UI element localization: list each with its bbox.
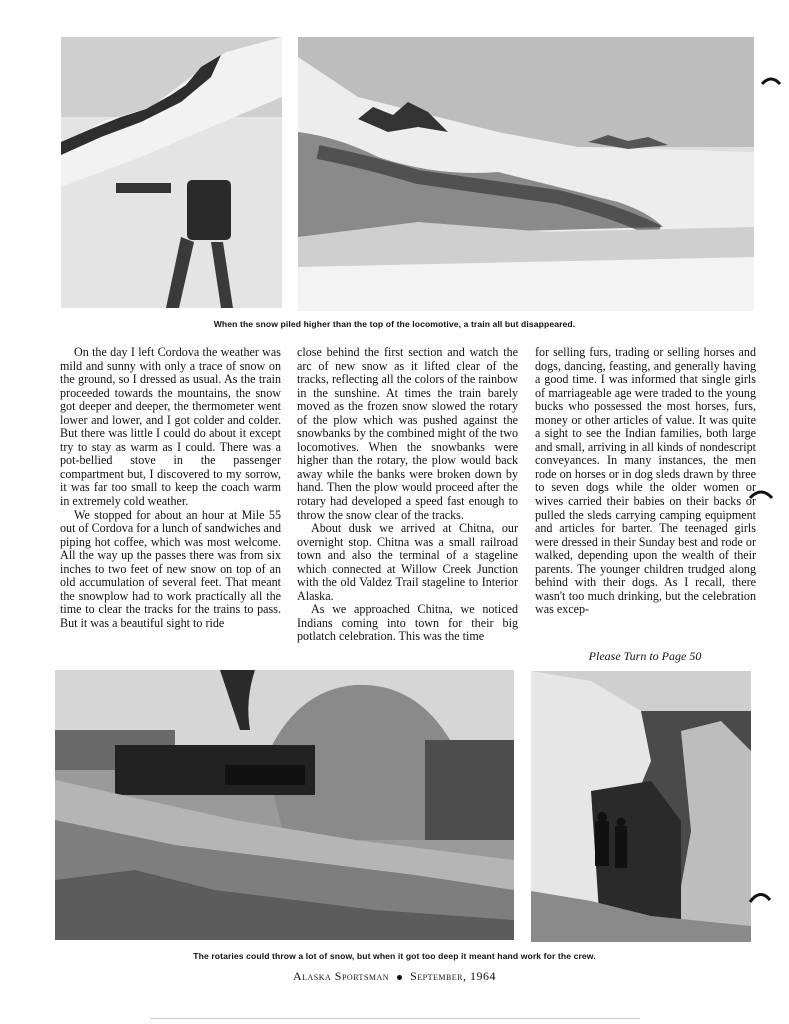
article-paragraph: About dusk we arrived at Chitna, our overnight stop. Chitna was a small railroad town and also the terminal of a stageline which connected at Willow Creek Junction with the old Valdez Trail stageline to Interior Alaska. [297, 521, 518, 603]
article-paragraph: On the day I left Cordova the weather was mild and sunny with only a trace of snow on the ground, so I dressed as usual. As the train proceeded towards the mountains, the snow got deeper and deeper, the thermometer went lower and lower, and I got colder and colder. But there was little I could do about it except try to stay as warm as I could. There was a pot-bellied stove in the passenger compartment but, I discovered to my sorrow, it was far too small to keep the coach warm in extremely cold weather. [60, 345, 281, 509]
punch-mark-icon [748, 486, 774, 504]
article-paragraph: As we approached Chitna, we noticed Indians coming into town for their big potlatch celebration. This was the time [297, 602, 518, 644]
article-column-2 [297, 346, 518, 644]
photo-bottom-right [531, 671, 751, 942]
caption-top: When the snow piled higher than the top of the locomotive, a train all but disappeared. [213, 319, 576, 329]
bullet-separator [397, 975, 402, 980]
photo-bottom-left [55, 670, 514, 940]
punch-mark-icon [748, 886, 772, 910]
article-column-1 [60, 346, 281, 630]
article-paragraph: We stopped for about an hour at Mile 55 out of Cordova for a lunch of sandwiches and piping hot coffee, which was most welcome. All the way up the passes there was from six inches to two feet of new snow on top of an old accumulation of several feet. That meant the snowplow had to work practically all the time to clear the tracks for the trains to pass. But it was a beautiful sight to ride [60, 507, 281, 630]
article-column-3 [535, 346, 756, 617]
continued-note: Please Turn to Page 50 [588, 649, 702, 663]
publication-name: Alaska Sportsman [292, 969, 390, 983]
bottom-rule [150, 1018, 640, 1019]
photo-top-right [298, 37, 754, 311]
article-paragraph: close behind the first section and watch the arc of new snow as it lifted clear of the tracks, reflecting all the colors of the rainbow in the sunshine. At times the train barely moved as the frozen snow slowed the rotary of the plow which was pushed against the snowbanks by the combined might of the two locomotives. When the snowbanks were higher than the rotary, the plow would back away while the banks were broken down by hand. Then the plow would proceed after the rotary had developed a speed fast enough to throw the snow clear of the tracks. [297, 345, 518, 522]
caption-bottom: The rotaries could throw a lot of snow, but when it got too deep it meant hand work for the crew. [193, 951, 596, 961]
publication-date: September, 1964 [410, 969, 497, 983]
article-paragraph: for selling furs, trading or selling horses and dogs, dancing, feasting, and generally having a good time. I was informed that single girls of marriageable age were traded to the young bucks who possessed the most horses, furs, money or other articles of value. It was quite a sight to see the Indian families, both large and small, arriving in all kinds of nondescript conveyances. In many instances, the men rode on horses or in dog sleds drawn by three to seven dogs while the older women or wives carried their babies on their backs or pulled the sleds carrying camping equipment and articles for barter. The teenaged girls were dressed in their Sunday best and rode or walked, depending upon the wealth of their parents. The younger children trudged along behind with their dogs. As I recall, there wasn't too much drinking, but the celebration was excep- [535, 345, 756, 617]
page-footer [0, 969, 789, 984]
punch-mark-icon [760, 74, 782, 90]
photo-top-left [61, 37, 282, 308]
